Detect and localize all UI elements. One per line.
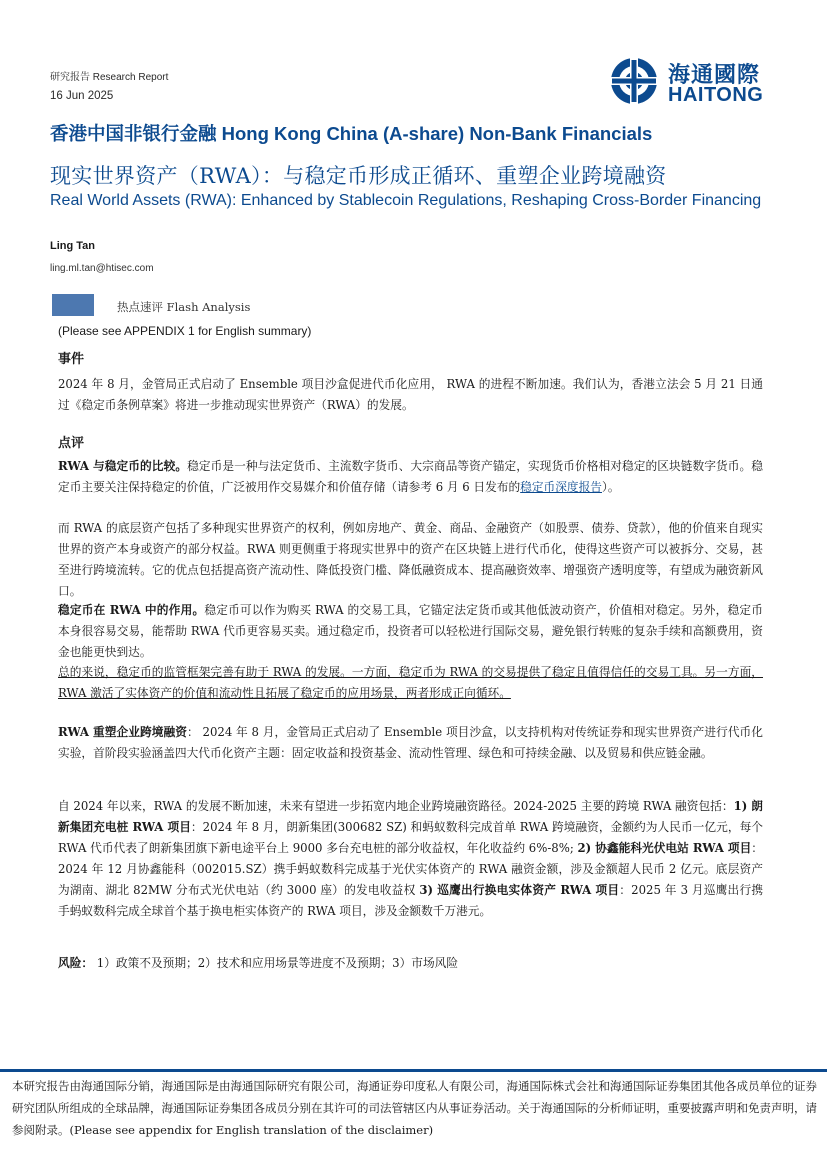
author-email[interactable]: ling.ml.tan@htisec.com <box>50 263 154 274</box>
project-3-text: ：2025 年 3 月巡鹰出行携手蚂蚁数科完成全球首个基于换电柜实体资产的 RWA 项目，涉及金额数千万港元。 <box>58 883 764 918</box>
project-2-title: 2) 协鑫能科光伏电站 RWA 项目 <box>577 841 752 855</box>
comment-paragraph-2: 而 RWA 的底层资产包括了多种现实世界资产的权利，例如房地产、黄金、商品、金融资产（如股票、债券、贷款），他的价值来自现实世界的资产本身或资产的部分权益。RWA 则更侧重于将现实世界中的资产在区块链上进行代币化，使得这些资产可以被拆分、交易，甚至进行跨境流转。它的优点包括提高资产流动性、降低投资门槛、降低融资成本、提高融资效率、增强资产透明度等，有望成为融资新风口。 <box>58 521 763 598</box>
author-name: Ling Tan <box>50 240 96 252</box>
event-heading: 事件 <box>58 352 85 367</box>
comment-paragraph-3 <box>58 600 763 663</box>
project-1-text: ：2024 年 8 月，朗新集团(300682 SZ) 和蚂蚁数科完成首单 RWA 跨境融资，金额约为人民币一亿元，每个 RWA 代币代表了朗新集团旗下新电途平台上 9000 多台充电桩的部分收益权，年化收益约 6%-8%; <box>58 820 763 855</box>
flash-analysis-label: 热点速评 Flash Analysis <box>117 300 251 314</box>
comment-paragraph-5 <box>58 722 763 764</box>
risk-label: 风险： <box>58 956 94 970</box>
report-type: 研究报告 Research Report <box>50 72 169 83</box>
comparison-text: 稳定币是一种与法定货币、主流数字货币、大宗商品等资产锚定，实现货币价格相对稳定的区块链数字货币。稳定币主要关注保持稳定的价值，广泛被用作交易媒介和价值存储（请参考 6 月 6 日发布的 <box>58 459 763 494</box>
report-title-cn: 现实世界资产（RWA）：与稳定币形成正循环、重塑企业跨境融资 <box>50 164 667 188</box>
logo-text-cn: 海通國際 <box>668 63 761 88</box>
comparison-lead: RWA 与稳定币的比较。 <box>58 459 188 473</box>
comment-paragraph-4: 总的来说，稳定币的监管框架完善有助于 RWA 的发展。一方面，稳定币为 RWA 的交易提供了稳定且值得信任的交易工具。另一方面，RWA 激活了实体资产的价值和流动性且拓展了稳定币的应用场景，两者形成正向循环。 <box>58 665 763 700</box>
event-paragraph: 2024 年 8 月，金管局正式启动了 Ensemble 项目沙盒促进代币化应用， RWA 的进程不断加速。我们认为，香港立法会 5 月 21 日通过《稳定币条例草案》将进一步推动现实世界资产（RWA）的发展。 <box>58 377 763 412</box>
project-1-title: 1) 朗新集团充电桩 RWA 项目 <box>58 799 763 834</box>
projects-intro: 自 2024 年以来，RWA 的发展不断加速，未来有望进一步拓宽内地企业跨境融资路径。2024-2025 主要的跨境 RWA 融资包括： <box>58 799 734 813</box>
risk-text: 1）政策不及预期；2）技术和应用场景等进度不及预期；3）市场风险 <box>96 956 459 970</box>
role-lead: 稳定币在 RWA 中的作用。 <box>58 603 205 617</box>
appendix-note: (Please see APPENDIX 1 for English summary) <box>58 324 312 338</box>
project-2-text: ：2024 年 12 月协鑫能科（002015.SZ）携手蚂蚁数科完成基于光伏实体资产的 RWA 融资金额，涉及金额超人民币 2 亿元。底层资产为湖南、湖北 82MW 分布式光伏电站（约 3000 座）的发电收益权 <box>58 841 763 897</box>
role-text: 稳定币可以作为购买 RWA 的交易工具，它锚定法定货币或其他低波动资产，价值相对稳定。另外，稳定币本身很容易交易，能帮助 RWA 代币更容易买卖。通过稳定币，投资者可以轻松进行国际交易，避免银行转账的复杂手续和高额费用，资金也能更快到达。 <box>58 603 763 659</box>
haitong-logo <box>608 56 773 106</box>
sector-title: 香港中国非银行金融 Hong Kong China (A-share) Non-Bank Financials <box>50 123 653 144</box>
haitong-emblem-icon <box>608 56 662 106</box>
flash-analysis-marker <box>52 294 94 316</box>
comment-heading: 点评 <box>58 436 85 451</box>
comment-paragraph-1 <box>58 456 763 498</box>
reshaping-text: ： 2024 年 8 月，金管局正式启动了 Ensemble 项目沙盒，以支持机构对传统证券和现实世界资产进行代币化实验，首阶段实验涵盖四大代币化资产主题：固定收益和投资基金、流动性管理、绿色和可持续金融、以及贸易和供应链金融。 <box>58 725 763 760</box>
comparison-end: ）。 <box>602 480 620 494</box>
footer-disclaimer: 本研究报告由海通国际分销，海通国际是由海通国际研究有限公司，海通证券印度私人有限公司，海通国际株式会社和海通国际证券集团其他各成员单位的证券研究团队所组成的全球品牌，海通国际证券集团各成员分别在其许可的司法管辖区内从事证券活动。关于海通国际的分析师证明，重要披露声明和免责声明，请参阅附录。(Please see appendix for English translation of the disclaimer) <box>12 1079 817 1137</box>
project-3-title: 3) 巡鹰出行换电实体资产 RWA 项目 <box>419 883 620 897</box>
risk-line <box>58 955 458 971</box>
reshaping-lead: RWA 重塑企业跨境融资 <box>58 725 187 739</box>
report-date: 16 Jun 2025 <box>50 90 114 102</box>
comment-paragraph-6 <box>58 796 763 922</box>
footer-divider <box>0 1069 827 1072</box>
stablecoin-report-link[interactable]: 稳定币深度报告 <box>520 480 602 494</box>
report-title-en: Real World Assets (RWA): Enhanced by Stablecoin Regulations, Reshaping Cross-Border Financing <box>50 192 762 209</box>
logo-text-en: HAITONG <box>668 84 764 106</box>
